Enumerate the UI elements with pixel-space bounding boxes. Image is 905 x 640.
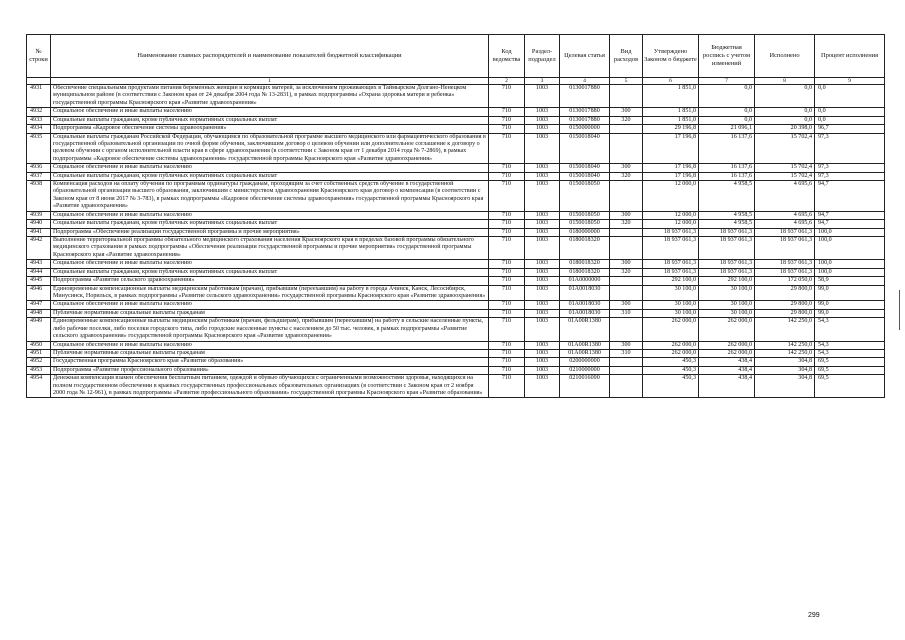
row-percent: 97,3 <box>815 172 885 180</box>
row-expense-type: 300 <box>610 301 643 309</box>
row-approved: 12 000,0 <box>643 181 699 212</box>
header-section: Раздел-подраздел <box>525 35 560 78</box>
row-percent: 54,3 <box>815 341 885 349</box>
row-approved: 30 100,0 <box>643 285 699 301</box>
row-executed: 0,0 <box>755 85 815 108</box>
row-number: 4954 <box>27 375 51 398</box>
document-page <box>26 34 884 398</box>
row-budget-schedule: 16 137,6 <box>699 133 755 164</box>
table-row <box>27 108 885 116</box>
table-row <box>27 164 885 172</box>
row-approved: 12 000,0 <box>643 220 699 228</box>
row-budget-schedule: 18 937 061,3 <box>699 260 755 268</box>
row-approved: 17 196,8 <box>643 133 699 164</box>
row-section: 1003 <box>525 133 560 164</box>
row-target-article: 0200000000 <box>560 358 610 366</box>
row-approved: 18 937 061,3 <box>643 228 699 236</box>
row-target-article: 01A0018030 <box>560 285 610 301</box>
row-executed: 15 702,4 <box>755 133 815 164</box>
row-executed: 4 695,6 <box>755 211 815 219</box>
table-row <box>27 228 885 236</box>
row-approved: 30 100,0 <box>643 301 699 309</box>
row-executed: 172 050,0 <box>755 277 815 285</box>
row-executed: 18 937 061,3 <box>755 268 815 276</box>
row-approved: 1 851,0 <box>643 108 699 116</box>
row-approved: 18 937 061,3 <box>643 268 699 276</box>
row-department-code: 710 <box>489 277 525 285</box>
row-target-article: 01A0018030 <box>560 301 610 309</box>
row-department-code: 710 <box>489 349 525 357</box>
row-budget-schedule: 0,0 <box>699 108 755 116</box>
row-budget-schedule: 438,4 <box>699 358 755 366</box>
row-approved: 17 196,8 <box>643 164 699 172</box>
row-executed: 0,0 <box>755 116 815 124</box>
row-section: 1003 <box>525 181 560 212</box>
row-approved: 17 196,8 <box>643 172 699 180</box>
row-department-code: 710 <box>489 85 525 108</box>
row-name: Денежная компенсация взамен обеспечения бесплатным питанием, одеждой и обувью обучающихся с ограниченными возможностями здоровья, находящихся на полном государственном обеспечении в краевых государственных профессиональных образовательных организациях (в соответствии с Законом края от 2 ноября 2000 года № 12-961), в рамках подпрограммы «Развитие профессионального образования» государственной программы Красноярского края «Развитие образования» <box>51 375 489 398</box>
row-executed: 20 398,0 <box>755 125 815 133</box>
row-name: Выполнение территориальной программы обязательного медицинского страхования населения Красноярского края в пределах базовой программы обязательного медицинского страхования в рамках подпрограммы «Обеспечение реализации государственной программы и прочие мероприятия» государственной программы Красноярского края «Развитие здравоохранения» <box>51 237 489 260</box>
row-approved: 18 937 061,3 <box>643 260 699 268</box>
row-target-article: 0180000000 <box>560 228 610 236</box>
table-row <box>27 220 885 228</box>
row-expense-type <box>610 125 643 133</box>
table-row <box>27 237 885 260</box>
row-approved: 18 937 061,3 <box>643 237 699 260</box>
budget-table <box>26 34 885 398</box>
row-target-article: 0150018040 <box>560 133 610 164</box>
row-department-code: 710 <box>489 172 525 180</box>
row-number: 4939 <box>27 211 51 219</box>
row-name: Социальное обеспечение и иные выплаты населению <box>51 164 489 172</box>
row-expense-type <box>610 133 643 164</box>
row-section: 1003 <box>525 349 560 357</box>
table-row <box>27 375 885 398</box>
row-approved: 12 000,0 <box>643 211 699 219</box>
header-budget-schedule: Бюджетная роспись с учетом изменений <box>699 35 755 78</box>
row-section: 1003 <box>525 125 560 133</box>
row-number: 4938 <box>27 181 51 212</box>
row-number: 4949 <box>27 318 51 341</box>
row-budget-schedule: 0,0 <box>699 85 755 108</box>
row-target-article: 0150018040 <box>560 172 610 180</box>
row-department-code: 710 <box>489 220 525 228</box>
table-row <box>27 358 885 366</box>
row-executed: 18 937 061,3 <box>755 260 815 268</box>
row-department-code: 710 <box>489 116 525 124</box>
row-name: Единовременные компенсационные выплаты медицинским работникам (врачам), прибывшим (переехавшим) на работу в города Ачинск, Канск, Лесосибирск, Минусинск, Норильск, в рамках подпрограммы «Развитие сельского здравоохранения» государственной программы Красноярского края «Развитие здравоохранения» <box>51 285 489 301</box>
row-budget-schedule: 438,4 <box>699 375 755 398</box>
row-executed: 142 250,0 <box>755 318 815 341</box>
row-number: 4935 <box>27 133 51 164</box>
row-percent: 58,9 <box>815 277 885 285</box>
row-expense-type: 300 <box>610 260 643 268</box>
col-number: 1 <box>51 78 489 85</box>
row-target-article: 0130017880 <box>560 85 610 108</box>
row-section: 1003 <box>525 309 560 317</box>
row-approved: 450,3 <box>643 375 699 398</box>
row-number: 4945 <box>27 277 51 285</box>
row-executed: 142 250,0 <box>755 349 815 357</box>
row-department-code: 710 <box>489 268 525 276</box>
row-expense-type: 300 <box>610 164 643 172</box>
row-section: 1003 <box>525 277 560 285</box>
row-percent: 69,5 <box>815 375 885 398</box>
row-budget-schedule: 16 137,6 <box>699 164 755 172</box>
row-budget-schedule: 4 958,5 <box>699 211 755 219</box>
table-row <box>27 285 885 301</box>
row-expense-type <box>610 358 643 366</box>
row-target-article: 0180018320 <box>560 268 610 276</box>
table-row <box>27 309 885 317</box>
header-row-number: № строки <box>27 35 51 78</box>
row-name: Подпрограмма «Кадровое обеспечение системы здравоохранения» <box>51 125 489 133</box>
row-number: 4943 <box>27 260 51 268</box>
header-expense-type: Вид расходов <box>610 35 643 78</box>
row-target-article: 0150000000 <box>560 125 610 133</box>
row-section: 1003 <box>525 172 560 180</box>
row-number: 4934 <box>27 125 51 133</box>
margin-mark <box>899 290 900 330</box>
row-section: 1003 <box>525 341 560 349</box>
row-percent: 96,7 <box>815 125 885 133</box>
row-approved: 1 851,0 <box>643 85 699 108</box>
col-number: 6 <box>643 78 699 85</box>
row-percent: 94,7 <box>815 211 885 219</box>
row-budget-schedule: 21 096,1 <box>699 125 755 133</box>
row-name: Единовременные компенсационные выплаты медицинским работникам (врачам, фельдшерам), прибывшим (переехавшим) на работу в сельские населенные пункты, либо рабочие поселки, либо поселки городского типа, либо городские населенные пункты с населением до 50 тыс. человек, в рамках подпрограммы «Развитие сельского здравоохранения» государственной программы Красноярского края «Развитие здравоохранения» <box>51 318 489 341</box>
row-approved: 29 196,8 <box>643 125 699 133</box>
header-approved: Утверждено Законом о бюджете <box>643 35 699 78</box>
row-number: 4940 <box>27 220 51 228</box>
row-section: 1003 <box>525 318 560 341</box>
table-row <box>27 116 885 124</box>
col-number <box>27 78 51 85</box>
row-name: Компенсация расходов на оплату обучения по программам ординатуры гражданам, проходящим за счет собственных средств обучение в государственной образовательной организации высшего образования, заключившим с министерством здравоохранения Красноярского края договор о компенсации (в соответствии с Законом края от 8 июня 2017 № 3-783), в рамках подпрограммы «Кадровое обеспечение системы здравоохранения» государственной программы Красноярского края «Развитие здравоохранения» <box>51 181 489 212</box>
row-budget-schedule: 0,0 <box>699 116 755 124</box>
table-row <box>27 181 885 212</box>
row-target-article: 01A0018030 <box>560 309 610 317</box>
row-expense-type: 300 <box>610 108 643 116</box>
row-department-code: 710 <box>489 375 525 398</box>
row-name: Социальное обеспечение и иные выплаты населению <box>51 108 489 116</box>
row-expense-type: 310 <box>610 349 643 357</box>
row-department-code: 710 <box>489 237 525 260</box>
row-expense-type <box>610 318 643 341</box>
header-executed: Исполнено <box>755 35 815 78</box>
row-number: 4944 <box>27 268 51 276</box>
row-name: Подпрограмма «Развитие сельского здравоохранения» <box>51 277 489 285</box>
row-expense-type: 320 <box>610 116 643 124</box>
row-expense-type: 310 <box>610 309 643 317</box>
row-percent: 94,7 <box>815 220 885 228</box>
row-name: Социальное обеспечение и иные выплаты населению <box>51 211 489 219</box>
row-expense-type <box>610 285 643 301</box>
row-department-code: 710 <box>489 318 525 341</box>
row-executed: 15 702,4 <box>755 164 815 172</box>
col-number: 4 <box>560 78 610 85</box>
row-number: 4947 <box>27 301 51 309</box>
row-approved: 292 100,0 <box>643 277 699 285</box>
row-budget-schedule: 262 000,0 <box>699 349 755 357</box>
row-budget-schedule: 438,4 <box>699 366 755 374</box>
row-expense-type <box>610 228 643 236</box>
row-target-article: 0130017880 <box>560 108 610 116</box>
row-name: Обеспечение специальными продуктами питания беременных женщин и кормящих матерей, за исключением проживающих в Таймырском Долгано-Ненецком муниципальном районе (в соответствии с Законом края от 24 декабря 2004 года № 13-2831), в рамках подпрограммы «Охрана здоровья матери и ребенка» государственной программы Красноярского края «Развитие здравоохранения» <box>51 85 489 108</box>
row-percent: 0,0 <box>815 108 885 116</box>
row-number: 4932 <box>27 108 51 116</box>
row-expense-type <box>610 375 643 398</box>
row-executed: 29 800,0 <box>755 285 815 301</box>
row-number: 4937 <box>27 172 51 180</box>
row-department-code: 710 <box>489 133 525 164</box>
row-department-code: 710 <box>489 228 525 236</box>
col-number: 7 <box>699 78 755 85</box>
row-target-article: 0150018050 <box>560 211 610 219</box>
table-row <box>27 133 885 164</box>
row-section: 1003 <box>525 237 560 260</box>
row-name: Публичные нормативные социальные выплаты гражданам <box>51 309 489 317</box>
row-number: 4942 <box>27 237 51 260</box>
table-row <box>27 277 885 285</box>
row-budget-schedule: 4 958,5 <box>699 220 755 228</box>
row-budget-schedule: 30 100,0 <box>699 301 755 309</box>
row-name: Социальные выплаты гражданам, кроме публичных нормативных социальных выплат <box>51 268 489 276</box>
row-executed: 142 250,0 <box>755 341 815 349</box>
row-section: 1003 <box>525 116 560 124</box>
row-section: 1003 <box>525 358 560 366</box>
row-expense-type: 320 <box>610 268 643 276</box>
header-department-code: Код ведомства <box>489 35 525 78</box>
row-approved: 262 000,0 <box>643 341 699 349</box>
row-department-code: 710 <box>489 211 525 219</box>
row-executed: 18 937 061,3 <box>755 237 815 260</box>
row-department-code: 710 <box>489 366 525 374</box>
table-row <box>27 318 885 341</box>
row-budget-schedule: 4 958,5 <box>699 181 755 212</box>
row-executed: 29 800,0 <box>755 309 815 317</box>
row-expense-type <box>610 85 643 108</box>
col-number: 2 <box>489 78 525 85</box>
row-executed: 15 702,4 <box>755 172 815 180</box>
row-number: 4948 <box>27 309 51 317</box>
table-header-row <box>27 35 885 78</box>
row-percent: 100,0 <box>815 237 885 260</box>
row-percent: 99,0 <box>815 301 885 309</box>
row-expense-type <box>610 277 643 285</box>
row-budget-schedule: 292 100,0 <box>699 277 755 285</box>
row-section: 1003 <box>525 301 560 309</box>
row-percent: 94,7 <box>815 181 885 212</box>
row-name: Социальные выплаты гражданам, кроме публичных нормативных социальных выплат <box>51 220 489 228</box>
row-budget-schedule: 30 100,0 <box>699 309 755 317</box>
row-percent: 97,3 <box>815 164 885 172</box>
table-row <box>27 172 885 180</box>
row-department-code: 710 <box>489 301 525 309</box>
row-section: 1003 <box>525 228 560 236</box>
table-row <box>27 341 885 349</box>
col-number: 3 <box>525 78 560 85</box>
row-name: Публичные нормативные социальные выплаты гражданам <box>51 349 489 357</box>
row-number: 4950 <box>27 341 51 349</box>
row-target-article: 01A00R1380 <box>560 318 610 341</box>
header-percent: Процент исполнения <box>815 35 885 78</box>
row-section: 1003 <box>525 260 560 268</box>
col-number: 8 <box>755 78 815 85</box>
row-section: 1003 <box>525 268 560 276</box>
row-number: 4941 <box>27 228 51 236</box>
row-expense-type <box>610 366 643 374</box>
row-number: 4933 <box>27 116 51 124</box>
table-row <box>27 366 885 374</box>
row-section: 1003 <box>525 85 560 108</box>
row-department-code: 710 <box>489 260 525 268</box>
row-percent: 100,0 <box>815 268 885 276</box>
row-name: Социальные выплаты гражданам, кроме публичных нормативных социальных выплат <box>51 116 489 124</box>
row-percent: 99,0 <box>815 285 885 301</box>
row-executed: 4 695,6 <box>755 181 815 212</box>
row-approved: 262 000,0 <box>643 318 699 341</box>
row-approved: 1 851,0 <box>643 116 699 124</box>
row-section: 1003 <box>525 375 560 398</box>
table-row <box>27 211 885 219</box>
row-number: 4936 <box>27 164 51 172</box>
row-percent: 100,0 <box>815 260 885 268</box>
row-approved: 30 100,0 <box>643 309 699 317</box>
row-expense-type: 300 <box>610 341 643 349</box>
table-row <box>27 125 885 133</box>
table-body <box>27 85 885 398</box>
table-row <box>27 301 885 309</box>
row-name: Социальное обеспечение и иные выплаты населению <box>51 301 489 309</box>
row-department-code: 710 <box>489 164 525 172</box>
row-name: Социальные выплаты гражданам, кроме публичных нормативных социальных выплат <box>51 172 489 180</box>
row-executed: 304,8 <box>755 358 815 366</box>
table-row <box>27 85 885 108</box>
row-department-code: 710 <box>489 309 525 317</box>
row-number: 4952 <box>27 358 51 366</box>
table-row <box>27 349 885 357</box>
row-target-article: 0180018320 <box>560 260 610 268</box>
row-executed: 304,8 <box>755 375 815 398</box>
row-budget-schedule: 262 000,0 <box>699 318 755 341</box>
row-number: 4946 <box>27 285 51 301</box>
row-target-article: 0210000000 <box>560 366 610 374</box>
row-percent: 54,3 <box>815 349 885 357</box>
row-name: Социальное обеспечение и иные выплаты населению <box>51 341 489 349</box>
row-number: 4931 <box>27 85 51 108</box>
row-section: 1003 <box>525 108 560 116</box>
row-approved: 450,3 <box>643 366 699 374</box>
row-number: 4951 <box>27 349 51 357</box>
row-budget-schedule: 30 100,0 <box>699 285 755 301</box>
row-percent: 0,0 <box>815 116 885 124</box>
row-executed: 18 937 061,3 <box>755 228 815 236</box>
row-expense-type: 300 <box>610 211 643 219</box>
row-expense-type <box>610 237 643 260</box>
row-target-article: 01A0000000 <box>560 277 610 285</box>
row-budget-schedule: 18 937 061,3 <box>699 268 755 276</box>
row-target-article: 0210016090 <box>560 375 610 398</box>
col-number: 9 <box>815 78 885 85</box>
row-department-code: 710 <box>489 125 525 133</box>
row-name: Государственная программа Красноярского края «Развитие образования» <box>51 358 489 366</box>
col-number: 5 <box>610 78 643 85</box>
row-expense-type: 320 <box>610 172 643 180</box>
row-target-article: 01A00R1380 <box>560 341 610 349</box>
row-name: Подпрограмма «Развитие профессионального образования» <box>51 366 489 374</box>
row-name: Подпрограмма «Обеспечение реализации государственной программы и прочие мероприятия» <box>51 228 489 236</box>
row-approved: 450,3 <box>643 358 699 366</box>
row-budget-schedule: 16 137,6 <box>699 172 755 180</box>
row-executed: 4 695,6 <box>755 220 815 228</box>
row-target-article: 0130017880 <box>560 116 610 124</box>
row-target-article: 0150018050 <box>560 220 610 228</box>
row-executed: 29 800,0 <box>755 301 815 309</box>
table-row <box>27 268 885 276</box>
row-section: 1003 <box>525 220 560 228</box>
row-percent: 99,0 <box>815 309 885 317</box>
page-number: 299 <box>808 612 820 619</box>
row-percent: 0,0 <box>815 85 885 108</box>
row-target-article: 0180018320 <box>560 237 610 260</box>
row-executed: 0,0 <box>755 108 815 116</box>
row-budget-schedule: 18 937 061,3 <box>699 228 755 236</box>
row-approved: 262 000,0 <box>643 349 699 357</box>
table-row <box>27 260 885 268</box>
header-target-article: Целевая статья <box>560 35 610 78</box>
row-department-code: 710 <box>489 181 525 212</box>
row-section: 1003 <box>525 211 560 219</box>
row-number: 4953 <box>27 366 51 374</box>
row-department-code: 710 <box>489 358 525 366</box>
row-percent: 69,5 <box>815 358 885 366</box>
row-target-article: 0150018050 <box>560 181 610 212</box>
column-number-row <box>27 78 885 85</box>
row-percent: 97,3 <box>815 133 885 164</box>
row-department-code: 710 <box>489 108 525 116</box>
row-expense-type <box>610 181 643 212</box>
row-department-code: 710 <box>489 341 525 349</box>
row-expense-type: 320 <box>610 220 643 228</box>
row-budget-schedule: 18 937 061,3 <box>699 237 755 260</box>
row-name: Социальное обеспечение и иные выплаты населению <box>51 260 489 268</box>
row-percent: 54,3 <box>815 318 885 341</box>
header-name: Наименование главных распорядителей и наименование показателей бюджетной классификации <box>51 35 489 78</box>
row-department-code: 710 <box>489 285 525 301</box>
row-budget-schedule: 262 000,0 <box>699 341 755 349</box>
row-target-article: 0150018040 <box>560 164 610 172</box>
row-percent: 100,0 <box>815 228 885 236</box>
row-section: 1003 <box>525 164 560 172</box>
row-section: 1003 <box>525 366 560 374</box>
row-target-article: 01A00R1380 <box>560 349 610 357</box>
row-section: 1003 <box>525 285 560 301</box>
row-name: Социальные выплаты гражданам Российской Федерации, обучающимся по образовательной программе высшего медицинского или фармацевтического образования в государственной образовательной организации по очной форме обучения, заключившим договор о целевом обучении или дополнительное соглашение к договору о целевом обучении с органом исполнительной власти края в сфере здравоохранения (в соответствии с Законом края от 1 декабря 2014 года № 7-2869), в рамках подпрограммы «Кадровое обеспечение системы здравоохранения» государственной программы Красноярского края «Развитие здравоохранения» <box>51 133 489 164</box>
row-executed: 304,8 <box>755 366 815 374</box>
row-percent: 69,5 <box>815 366 885 374</box>
